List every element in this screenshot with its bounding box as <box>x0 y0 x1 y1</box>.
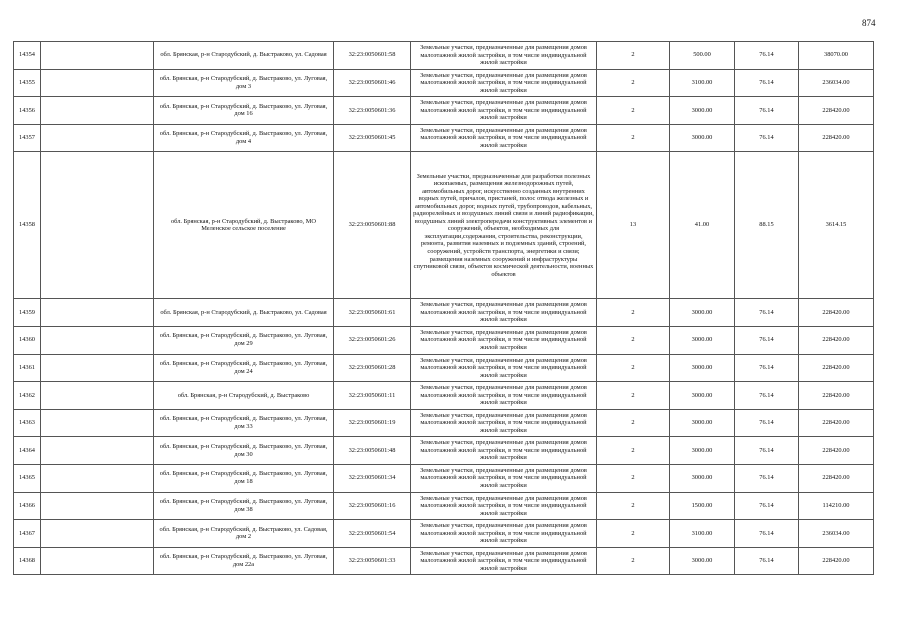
area-cell: 500.00 <box>670 42 735 70</box>
address-cell: обл. Брянская, р-н Стародубский, д. Выстраково, ул. Садовая <box>154 42 334 70</box>
cadastral-number-cell: 32:23:0050601:46 <box>334 69 411 97</box>
table-row <box>14 520 874 548</box>
use-group-cell: 2 <box>597 97 670 125</box>
page-number: 874 <box>862 18 876 28</box>
specific-value-cell: 76.14 <box>735 409 799 437</box>
cadastral-value-cell: 228420.00 <box>799 464 874 492</box>
row-number-cell: 14361 <box>14 354 41 382</box>
area-cell: 3000.00 <box>670 409 735 437</box>
row-number-cell: 14362 <box>14 382 41 410</box>
table-row <box>14 326 874 354</box>
row-number-cell: 14366 <box>14 492 41 520</box>
row-number-cell: 14360 <box>14 326 41 354</box>
address-cell: обл. Брянская, р-н Стародубский, д. Выстраково, ул. Луговая, дом 3 <box>154 69 334 97</box>
use-group-cell: 2 <box>597 124 670 152</box>
row-number-cell: 14363 <box>14 409 41 437</box>
area-cell: 3000.00 <box>670 326 735 354</box>
area-cell: 3000.00 <box>670 382 735 410</box>
spacer-cell <box>41 464 154 492</box>
spacer-cell <box>41 152 154 299</box>
table-row <box>14 42 874 70</box>
spacer-cell <box>41 354 154 382</box>
use-group-cell: 2 <box>597 547 670 575</box>
cadastral-number-cell: 32:23:0050601:61 <box>334 299 411 327</box>
cadastral-value-cell: 38070.00 <box>799 42 874 70</box>
cadastral-value-cell: 3614.15 <box>799 152 874 299</box>
cadastral-number-cell: 32:23:0050601:26 <box>334 326 411 354</box>
specific-value-cell: 76.14 <box>735 464 799 492</box>
use-group-cell: 13 <box>597 152 670 299</box>
table-row <box>14 69 874 97</box>
cadastral-value-cell: 228420.00 <box>799 354 874 382</box>
spacer-cell <box>41 299 154 327</box>
specific-value-cell: 76.14 <box>735 124 799 152</box>
address-cell: обл. Брянская, р-н Стародубский, д. Выстраково, ул. Луговая, дом 38 <box>154 492 334 520</box>
specific-value-cell: 76.14 <box>735 299 799 327</box>
spacer-cell <box>41 437 154 465</box>
area-cell: 3000.00 <box>670 437 735 465</box>
cadastral-number-cell: 32:23:0050601:11 <box>334 382 411 410</box>
cadastral-number-cell: 32:23:0050601:54 <box>334 520 411 548</box>
cadastral-value-cell: 236034.00 <box>799 69 874 97</box>
cadastral-number-cell: 32:23:0050601:88 <box>334 152 411 299</box>
row-number-cell: 14357 <box>14 124 41 152</box>
cadastral-value-cell: 236034.00 <box>799 520 874 548</box>
table-row <box>14 124 874 152</box>
cadastral-value-cell: 228420.00 <box>799 547 874 575</box>
cadastral-value-cell: 228420.00 <box>799 437 874 465</box>
permitted-use-cell: Земельные участки, предназначенные для размещения домов малоэтажной жилой застройки, в том числе индивидуальной жилой застройки <box>411 382 597 410</box>
specific-value-cell: 76.14 <box>735 492 799 520</box>
area-cell: 3000.00 <box>670 124 735 152</box>
use-group-cell: 2 <box>597 520 670 548</box>
use-group-cell: 2 <box>597 42 670 70</box>
cadastral-number-cell: 32:23:0050601:48 <box>334 437 411 465</box>
permitted-use-cell: Земельные участки, предназначенные для размещения домов малоэтажной жилой застройки, в том числе индивидуальной жилой застройки <box>411 299 597 327</box>
table-row <box>14 409 874 437</box>
spacer-cell <box>41 42 154 70</box>
use-group-cell: 2 <box>597 437 670 465</box>
spacer-cell <box>41 382 154 410</box>
use-group-cell: 2 <box>597 69 670 97</box>
specific-value-cell: 76.14 <box>735 547 799 575</box>
table-row <box>14 152 874 299</box>
row-number-cell: 14368 <box>14 547 41 575</box>
address-cell: обл. Брянская, р-н Стародубский, д. Выстраково, ул. Садовая, дом 2 <box>154 520 334 548</box>
permitted-use-cell: Земельные участки, предназначенные для размещения домов малоэтажной жилой застройки, в том числе индивидуальной жилой застройки <box>411 437 597 465</box>
address-cell: обл. Брянская, р-н Стародубский, д. Выстраково, ул. Луговая, дом 22а <box>154 547 334 575</box>
area-cell: 3000.00 <box>670 97 735 125</box>
spacer-cell <box>41 520 154 548</box>
spacer-cell <box>41 492 154 520</box>
row-number-cell: 14355 <box>14 69 41 97</box>
row-number-cell: 14359 <box>14 299 41 327</box>
cadastral-value-cell: 228420.00 <box>799 97 874 125</box>
specific-value-cell: 88.15 <box>735 152 799 299</box>
specific-value-cell: 76.14 <box>735 354 799 382</box>
permitted-use-cell: Земельные участки, предназначенные для размещения домов малоэтажной жилой застройки, в том числе индивидуальной жилой застройки <box>411 520 597 548</box>
use-group-cell: 2 <box>597 492 670 520</box>
permitted-use-cell: Земельные участки, предназначенные для размещения домов малоэтажной жилой застройки, в том числе индивидуальной жилой застройки <box>411 464 597 492</box>
table-row <box>14 547 874 575</box>
address-cell: обл. Брянская, р-н Стародубский, д. Выстраково, ул. Луговая, дом 24 <box>154 354 334 382</box>
permitted-use-cell: Земельные участки, предназначенные для размещения домов малоэтажной жилой застройки, в том числе индивидуальной жилой застройки <box>411 492 597 520</box>
spacer-cell <box>41 97 154 125</box>
address-cell: обл. Брянская, р-н Стародубский, д. Выстраково, ул. Садовая <box>154 299 334 327</box>
permitted-use-cell: Земельные участки, предназначенные для размещения домов малоэтажной жилой застройки, в том числе индивидуальной жилой застройки <box>411 354 597 382</box>
cadastral-value-cell: 228420.00 <box>799 382 874 410</box>
cadastral-value-cell: 228420.00 <box>799 124 874 152</box>
permitted-use-cell: Земельные участки, предназначенные для размещения домов малоэтажной жилой застройки, в том числе индивидуальной жилой застройки <box>411 124 597 152</box>
area-cell: 3000.00 <box>670 354 735 382</box>
area-cell: 3100.00 <box>670 69 735 97</box>
cadastral-number-cell: 32:23:0050601:28 <box>334 354 411 382</box>
use-group-cell: 2 <box>597 354 670 382</box>
permitted-use-cell: Земельные участки, предназначенные для размещения домов малоэтажной жилой застройки, в том числе индивидуальной жилой застройки <box>411 97 597 125</box>
table-row <box>14 97 874 125</box>
permitted-use-cell: Земельные участки, предназначенные для размещения домов малоэтажной жилой застройки, в том числе индивидуальной жилой застройки <box>411 547 597 575</box>
specific-value-cell: 76.14 <box>735 69 799 97</box>
cadastral-number-cell: 32:23:0050601:36 <box>334 97 411 125</box>
use-group-cell: 2 <box>597 382 670 410</box>
cadastral-number-cell: 32:23:0050601:45 <box>334 124 411 152</box>
cadastral-number-cell: 32:23:0050601:58 <box>334 42 411 70</box>
table-body <box>14 42 874 575</box>
area-cell: 3000.00 <box>670 299 735 327</box>
use-group-cell: 2 <box>597 409 670 437</box>
specific-value-cell: 76.14 <box>735 326 799 354</box>
table-row <box>14 437 874 465</box>
address-cell: обл. Брянская, р-н Стародубский, д. Выстраково <box>154 382 334 410</box>
address-cell: обл. Брянская, р-н Стародубский, д. Выстраково, ул. Луговая, дом 29 <box>154 326 334 354</box>
address-cell: обл. Брянская, р-н Стародубский, д. Выстраково, ул. Луговая, дом 16 <box>154 97 334 125</box>
spacer-cell <box>41 69 154 97</box>
specific-value-cell: 76.14 <box>735 437 799 465</box>
specific-value-cell: 76.14 <box>735 382 799 410</box>
permitted-use-cell: Земельные участки, предназначенные для размещения домов малоэтажной жилой застройки, в том числе индивидуальной жилой застройки <box>411 409 597 437</box>
cadastral-number-cell: 32:23:0050601:16 <box>334 492 411 520</box>
area-cell: 3100.00 <box>670 520 735 548</box>
specific-value-cell: 76.14 <box>735 42 799 70</box>
row-number-cell: 14354 <box>14 42 41 70</box>
cadastral-number-cell: 32:23:0050601:33 <box>334 547 411 575</box>
cadastral-number-cell: 32:23:0050601:19 <box>334 409 411 437</box>
address-cell: обл. Брянская, р-н Стародубский, д. Выстраково, МО Меленское сельское поселение <box>154 152 334 299</box>
use-group-cell: 2 <box>597 299 670 327</box>
table-row <box>14 382 874 410</box>
table-row <box>14 464 874 492</box>
spacer-cell <box>41 124 154 152</box>
row-number-cell: 14364 <box>14 437 41 465</box>
spacer-cell <box>41 326 154 354</box>
address-cell: обл. Брянская, р-н Стародубский, д. Выстраково, ул. Луговая, дом 18 <box>154 464 334 492</box>
area-cell: 1500.00 <box>670 492 735 520</box>
cadastral-value-cell: 228420.00 <box>799 326 874 354</box>
row-number-cell: 14367 <box>14 520 41 548</box>
address-cell: обл. Брянская, р-н Стародубский, д. Выстраково, ул. Луговая, дом 33 <box>154 409 334 437</box>
specific-value-cell: 76.14 <box>735 97 799 125</box>
cadastral-value-cell: 228420.00 <box>799 409 874 437</box>
table-row <box>14 492 874 520</box>
address-cell: обл. Брянская, р-н Стародубский, д. Выстраково, ул. Луговая, дом 30 <box>154 437 334 465</box>
spacer-cell <box>41 547 154 575</box>
permitted-use-cell: Земельные участки, предназначенные для размещения домов малоэтажной жилой застройки, в том числе индивидуальной жилой застройки <box>411 42 597 70</box>
permitted-use-cell: Земельные участки, предназначенные для размещения домов малоэтажной жилой застройки, в том числе индивидуальной жилой застройки <box>411 69 597 97</box>
cadastral-value-cell: 228420.00 <box>799 299 874 327</box>
cadastral-value-table <box>13 41 874 575</box>
cadastral-value-cell: 114210.00 <box>799 492 874 520</box>
use-group-cell: 2 <box>597 326 670 354</box>
spacer-cell <box>41 409 154 437</box>
area-cell: 3000.00 <box>670 547 735 575</box>
table-row <box>14 299 874 327</box>
permitted-use-cell: Земельные участки, предназначенные для размещения домов малоэтажной жилой застройки, в том числе индивидуальной жилой застройки <box>411 326 597 354</box>
area-cell: 3000.00 <box>670 464 735 492</box>
permitted-use-cell: Земельные участки, предназначенные для разработки полезных ископаемых, размещения железнодорожных путей, автомобильных дорог, искусственно созданных внутренних водных путей, причалов, пристаней, полос отвода железных и автомобильных дорог, водных путей, трубопроводов, кабельных, радиорелейных и воздушных линий связи и линий радиофикации, воздушных линий электропередачи конструктивных элементов и сооружений, объектов, необходимых для эксплуатации,содержания, строительства, реконструкции, ремонта, развития наземных и подземных зданий, строений, сооружений, устройств транспорта, энергетики и связи; размещения наземных сооружений и инфраструктуры спутниковой связи, объектов космической деятельности, военных объектов <box>411 152 597 299</box>
table-row <box>14 354 874 382</box>
address-cell: обл. Брянская, р-н Стародубский, д. Выстраково, ул. Луговая, дом 4 <box>154 124 334 152</box>
use-group-cell: 2 <box>597 464 670 492</box>
area-cell: 41.00 <box>670 152 735 299</box>
row-number-cell: 14356 <box>14 97 41 125</box>
specific-value-cell: 76.14 <box>735 520 799 548</box>
cadastral-number-cell: 32:23:0050601:34 <box>334 464 411 492</box>
row-number-cell: 14358 <box>14 152 41 299</box>
row-number-cell: 14365 <box>14 464 41 492</box>
